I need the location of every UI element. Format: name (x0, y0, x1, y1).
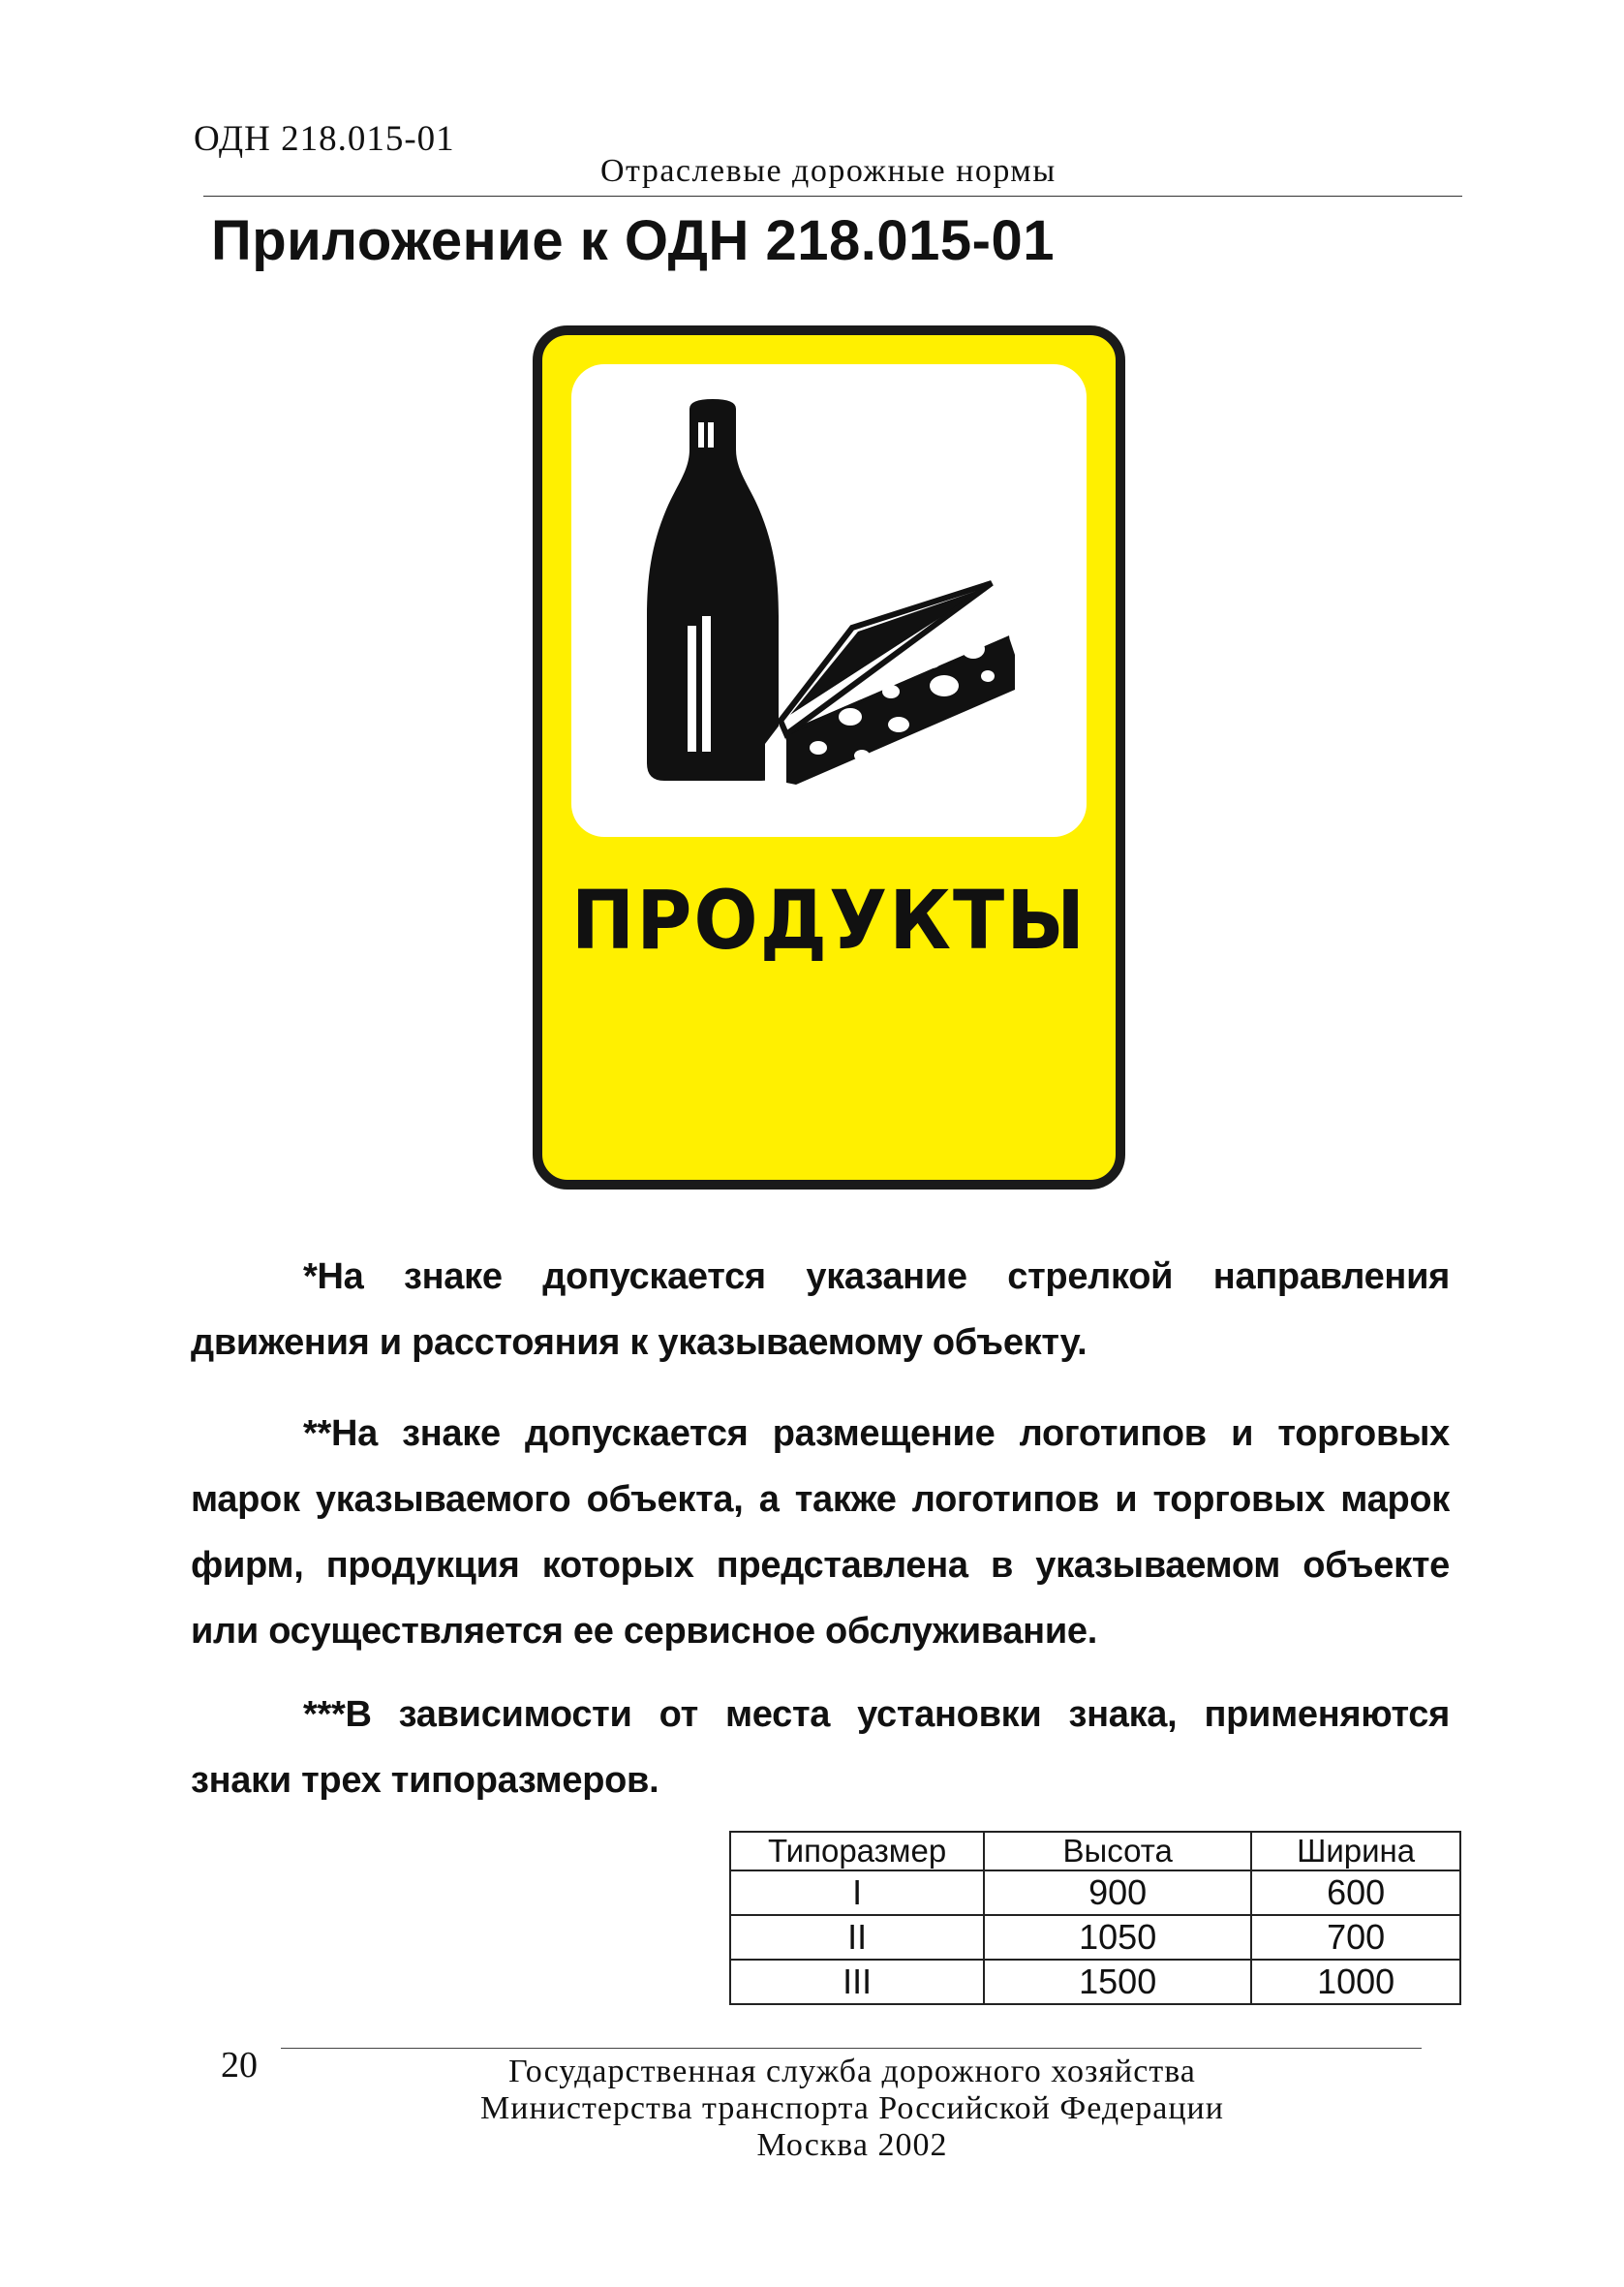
table-cell: 900 (984, 1870, 1251, 1915)
footer-divider (281, 2048, 1422, 2049)
table-cell: 600 (1251, 1870, 1460, 1915)
sign-pictogram (571, 364, 1087, 837)
milk-bottle-icon (647, 399, 779, 781)
footer-line: Государственная служба дорожного хозяйства (508, 2054, 1196, 2089)
note-sizes: ***В зависимости от места установки знака, применяются знаки трех типоразмеров. (191, 1694, 1450, 1801)
document-code: ОДН 218.015-01 (194, 119, 455, 159)
sign-label: ПРОДУКТЫ (570, 874, 1088, 969)
table-cell: 1500 (984, 1960, 1251, 2004)
note-logos: **На знаке допускается размещение логотипов и торговых марок указываемого объекта, а также логотипов и торговых марок фирм, продукция которых представлена в указываемом объекте или осуществляется ее сервисное обслуживание. (191, 1413, 1450, 1652)
table-row (730, 1960, 1460, 2004)
road-sign (533, 325, 1125, 1190)
table-cell: 1050 (984, 1915, 1251, 1960)
table-cell: 1000 (1251, 1960, 1460, 2004)
table-header-row (730, 1832, 1460, 1870)
page-number: 20 (221, 2045, 258, 2086)
footer-line: Москва 2002 (756, 2127, 948, 2163)
table-cell: I (730, 1870, 984, 1915)
table-row (730, 1870, 1460, 1915)
header-divider (203, 196, 1462, 197)
table-row (730, 1915, 1460, 1960)
cheese-icon (765, 583, 1015, 787)
note-direction-arrow: *На знаке допускается указание стрелкой направления движения и расстояния к указываемому объекту. (191, 1256, 1450, 1363)
sign-size-table (729, 1831, 1461, 2005)
table-header: Типоразмер (730, 1832, 984, 1870)
table-cell: III (730, 1960, 984, 2004)
table-header: Высота (984, 1832, 1251, 1870)
footer-line: Министерства транспорта Российской Федерации (480, 2090, 1224, 2126)
publisher-footer (368, 2054, 1336, 2164)
appendix-title: Приложение к ОДН 218.015-01 (211, 209, 1055, 272)
table-cell: 700 (1251, 1915, 1460, 1960)
document-subtitle: Отраслевые дорожные нормы (600, 153, 1057, 189)
table-header: Ширина (1251, 1832, 1460, 1870)
table-cell: II (730, 1915, 984, 1960)
sign-pictogram-panel (571, 364, 1087, 837)
